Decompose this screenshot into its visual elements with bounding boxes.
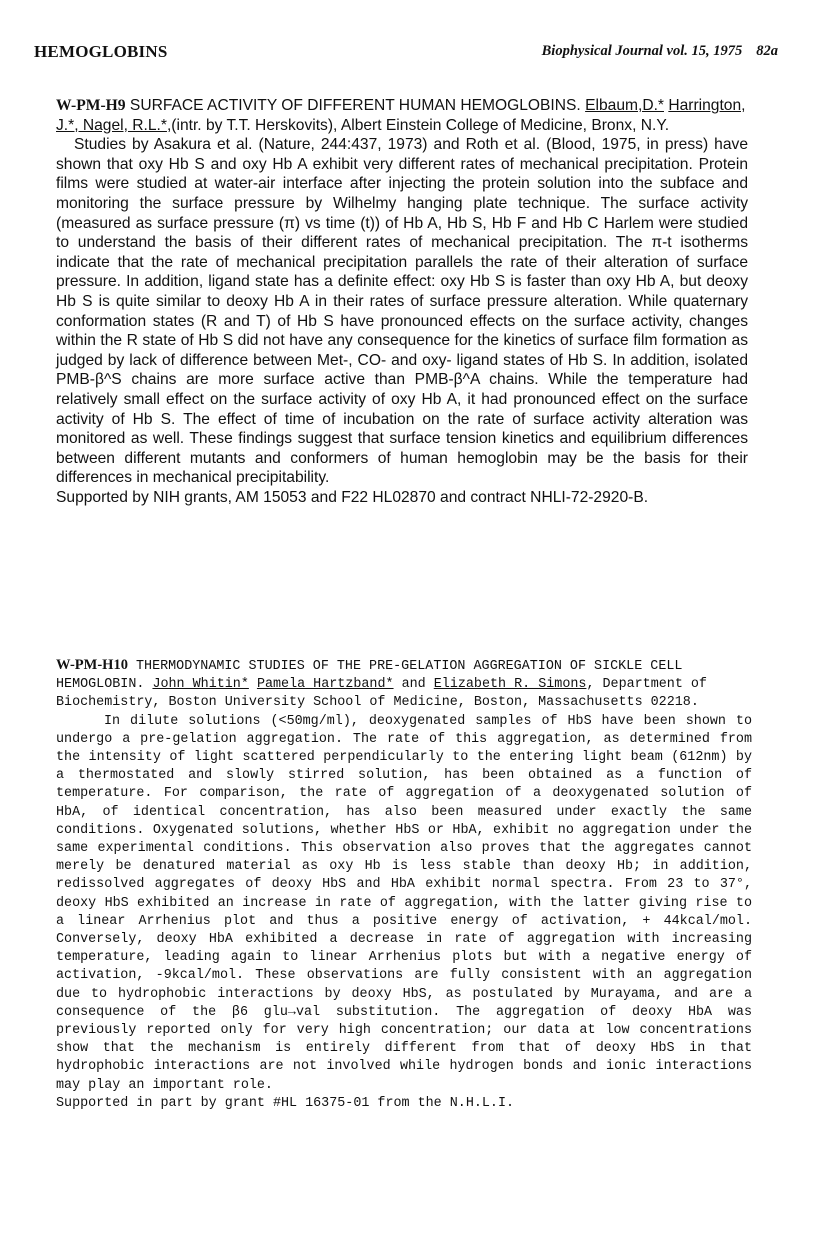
abstract-support: Supported in part by grant #HL 16375-01 from the N.H.L.I. — [56, 1095, 515, 1111]
abstract-affiliation: ,(intr. by T.T. Herskovits), Albert Einstein College of Medicine, Bronx, N.Y. — [166, 116, 670, 134]
abstract-heading — [56, 96, 748, 135]
author-conjunction: and — [401, 677, 426, 693]
abstract-authors: Elbaum,D.* — [585, 97, 664, 114]
abstract-title: SURFACE ACTIVITY OF DIFFERENT HUMAN HEMOGLOBINS. — [129, 97, 581, 114]
page-number: 82a — [756, 43, 778, 59]
abstract-heading — [56, 656, 752, 713]
author-2: Pamela Hartzband* — [256, 677, 394, 693]
author-3: Elizabeth R. Simons — [433, 677, 587, 693]
journal-name: Biophysical Journal vol. 15, 1975 — [541, 43, 743, 59]
abstract-affiliation: , Department of Biochemistry, Boston University School of Medicine, Boston, Massachusetts 02218. — [56, 677, 707, 711]
journal-citation — [542, 43, 778, 60]
abstract-support: Supported by NIH grants, AM 15053 and F22 HL02870 and contract NHLI-72-2920-B. — [56, 488, 649, 506]
abstract-authors-cont: Harrington, J.*, Nagel, R.L.* — [56, 97, 746, 134]
abstract-body: Studies by Asakura et al. (Nature, 244:437, 1973) and Roth et al. (Blood, 1975, in press) have shown that oxy Hb S and oxy Hb A exhibit very different rates of mechanical precipitation. Protein films were studied at water-air interface after injecting the protein solution into the subface and monitoring the surface pressure by Wilhelmy hanging plate technique. The surface activity (measured as surface pressure (π) vs time (t)) of Hb A, Hb S, Hb F and Hb C Harlem were studied to understand the basis of their different rates of mechanical precipitation. The π-t isotherms indicate that the rate of mechanical precipitation parallels the rate of their alteration of surface pressure. In addition, ligand state has a definite effect: oxy Hb S is faster than oxy Hb A, but deoxy Hb S is quite similar to deoxy Hb A in their rates of surface pressure alteration. While quaternary conformation states (R and T) of Hb S have pronounced effects on the surface activity, changes within the R state of Hb S did not have any consequence for the kinetics of surface film formation as judged by lack of difference between Met-, CO- and oxy- ligand states of Hb S. In addition, isolated PMB-β^S chains are more surface active than PMB-β^A chains. While the temperature had relatively small effect on the surface activity of oxy Hb A, it had pronounced effect on the surface activity of Hb S. The effect of time of incubation on the rate of surface activity alteration was monitored as well. These findings suggest that surface tension kinetics and equilibrium differences between different mutants and conformers of human hemoglobin may be the basis for their differences in mechanical precipitability. — [56, 136, 748, 487]
section-title: HEMOGLOBINS — [34, 42, 168, 61]
running-header — [34, 42, 778, 66]
abstract-body: In dilute solutions (<50mg/ml), deoxygenated samples of HbS have been shown to undergo a pre-gelation aggregation. The rate of this aggregation, as determined from the intensity of light scattered perpendicularly to the entering light beam (612nm) by a thermostated and slowly stirred solution, has been obtained as a function of temperature. For comparison, the rate of aggregation of a deoxygenated solution of HbA, of identical concentration, has also been measured under exactly the same conditions. Oxygenated solutions, whether HbS or HbA, exhibit no aggregation under the same experimental conditions. This observation also proves that the aggregates cannot merely be denatured material as oxy Hb is less stable than deoxy Hb; in addition, redissolved aggregates of deoxy HbS and HbA exhibit normal spectra. From 23 to 37°, deoxy HbS exhibited an increase in rate of aggregation, with the latter giving rise to a linear Arrhenius plot and thus a positive energy of activation, + 44kcal/mol. Conversely, deoxy HbA exhibited a decrease in rate of aggregation with increasing temperature, leading again to linear Arrhenius plots but with a negative energy of activation, -9kcal/mol. These observations are fully consistent with an aggregation due to hydrophobic interactions by deoxy HbS, as postulated by Murayama, and are a consequence of the β6 glu→val substitution. The aggregation of deoxy HbA was previously reported only for very high concentration; our data at low concentrations show that the mechanism is entirely different from that of deoxy HbS in that hydrophobic interactions are not involved while hydrogen bonds and ionic interactions may play an important role. — [56, 713, 752, 1093]
author-1: John Whitin* — [152, 677, 249, 693]
abstract-w-pm-h9 — [56, 96, 748, 507]
abstract-id: W-PM-H9 — [56, 97, 126, 114]
abstract-id: W-PM-H10 — [56, 657, 128, 673]
abstract-w-pm-h10 — [56, 656, 752, 1113]
abstract-title: THERMODYNAMIC STUDIES OF THE PRE-GELATION AGGREGATION OF SICKLE CELL HEMOGLOBIN. — [56, 659, 683, 693]
